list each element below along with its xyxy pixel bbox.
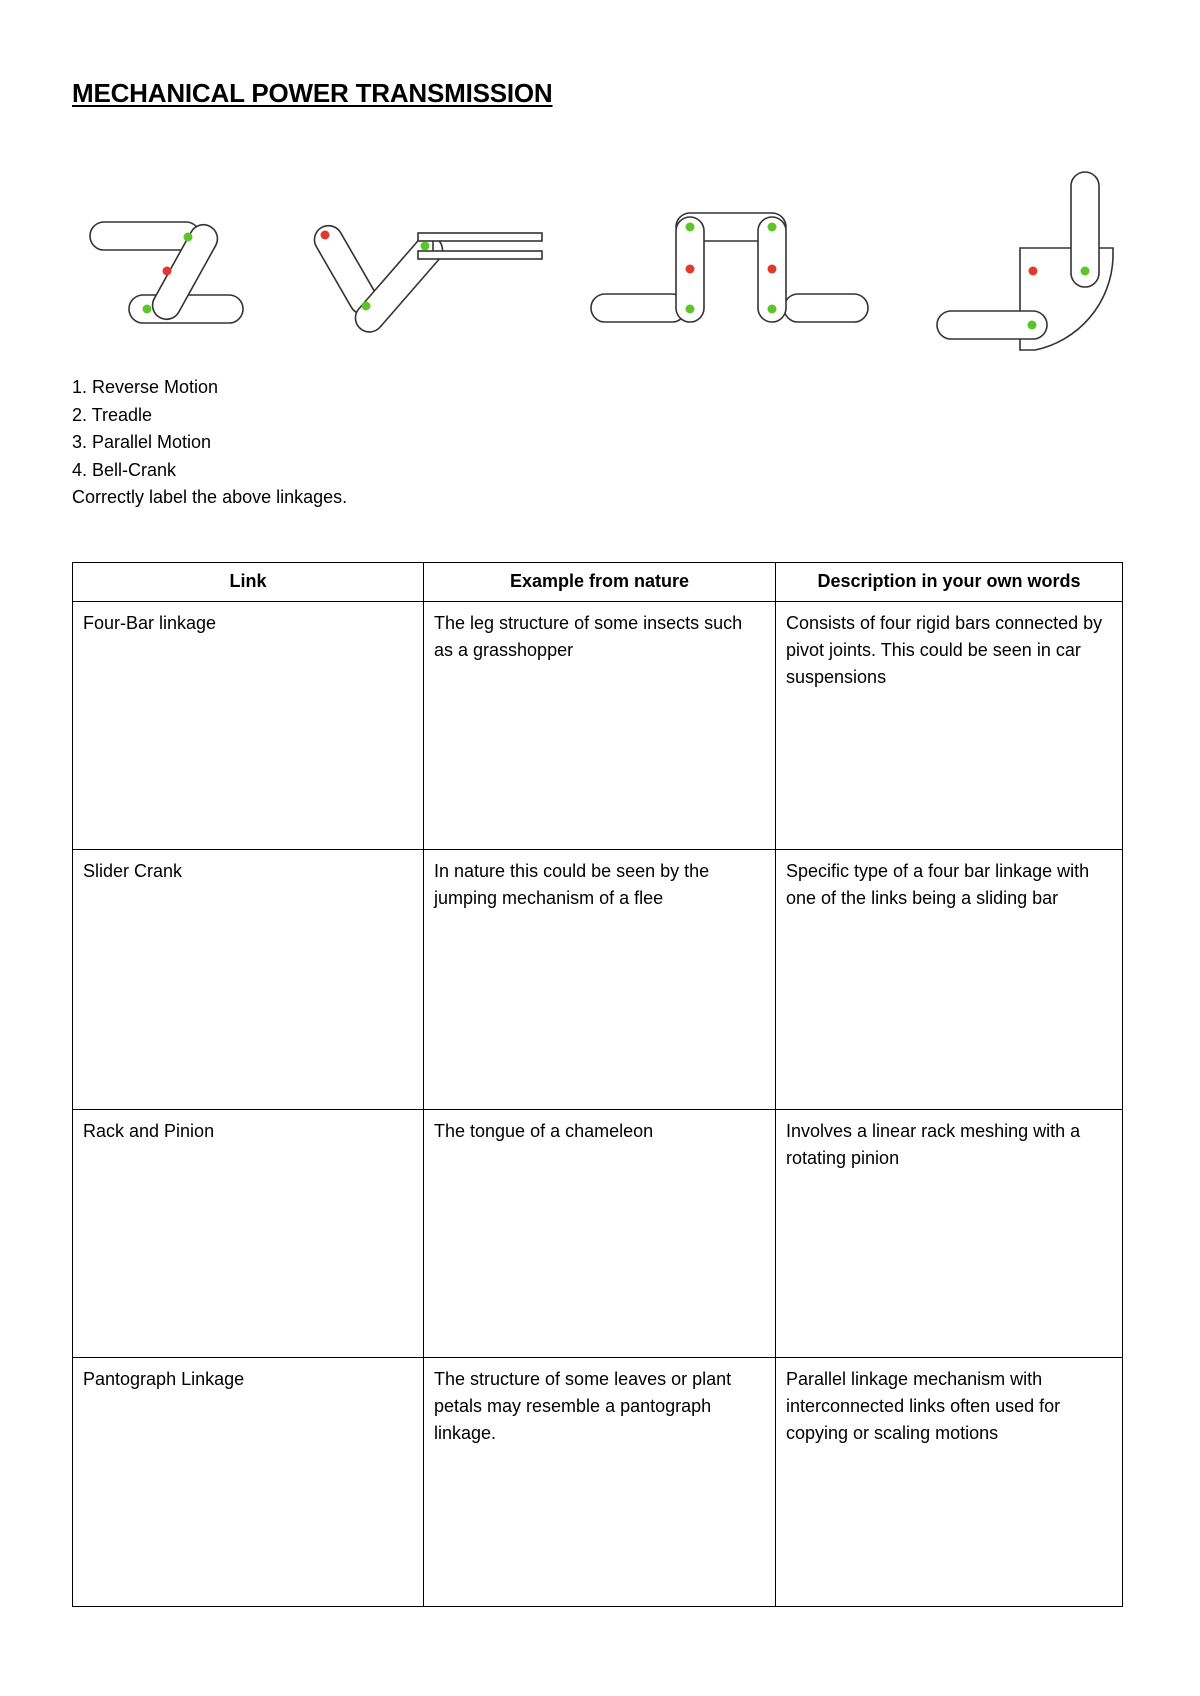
moving-pivot-dot <box>184 233 193 242</box>
fixed-pivot-dot <box>163 267 172 276</box>
linkage-options <box>72 374 347 512</box>
linkage-diagram-3 <box>591 213 868 322</box>
table-row <box>73 1358 1123 1607</box>
description-cell[interactable]: Involves a linear rack meshing with a rotating pinion <box>776 1110 1123 1358</box>
link-cell[interactable]: Pantograph Linkage <box>73 1358 424 1607</box>
moving-pivot-dot <box>768 223 777 232</box>
linkage-diagram-2 <box>309 221 542 338</box>
column-header-example: Example from nature <box>424 563 776 602</box>
moving-pivot-dot <box>362 302 371 311</box>
moving-pivot-dot <box>421 242 430 251</box>
moving-pivot-dot <box>686 223 695 232</box>
option-item: 4. Bell-Crank <box>72 459 177 480</box>
moving-pivot-dot <box>686 305 695 314</box>
link-cell[interactable]: Slider Crank <box>73 850 424 1110</box>
page-title: MECHANICAL POWER TRANSMISSION <box>72 78 553 108</box>
option-item: 1. Reverse Motion <box>72 377 219 397</box>
example-cell[interactable]: In nature this could be seen by the jumping mechanism of a flee <box>424 850 776 1110</box>
example-cell[interactable]: The tongue of a chameleon <box>424 1110 776 1358</box>
moving-pivot-dot <box>143 305 152 314</box>
description-cell[interactable]: Parallel linkage mechanism with interconnected links often used for copying or scaling motions <box>776 1358 1123 1607</box>
column-header-link: Link <box>73 563 424 602</box>
table-header-row <box>73 563 1123 602</box>
linkage-table <box>72 562 1123 1607</box>
description-cell[interactable]: Consists of four rigid bars connected by pivot joints. This could be seen in car suspensions <box>776 602 1123 850</box>
table-row <box>73 850 1123 1110</box>
example-cell[interactable]: The leg structure of some insects such as a grasshopper <box>424 602 776 850</box>
table-row <box>73 602 1123 850</box>
linkage-diagrams <box>0 160 1200 360</box>
table-row <box>73 1110 1123 1358</box>
linkage-diagram-1 <box>90 220 243 325</box>
moving-pivot-dot <box>1081 267 1090 276</box>
fixed-pivot-dot <box>1029 267 1038 276</box>
link-cell[interactable]: Four-Bar linkage <box>73 602 424 850</box>
example-cell[interactable]: The structure of some leaves or plant petals may resemble a pantograph linkage. <box>424 1358 776 1607</box>
link-cell[interactable]: Rack and Pinion <box>73 1110 424 1358</box>
description-cell[interactable]: Specific type of a four bar linkage with one of the links being a sliding bar <box>776 850 1123 1110</box>
moving-pivot-dot <box>768 305 777 314</box>
moving-pivot-dot <box>1028 321 1037 330</box>
fixed-pivot-dot <box>768 265 777 274</box>
linkage-diagram-4 <box>937 172 1113 350</box>
option-item: 3. Parallel Motion <box>72 432 212 452</box>
fixed-pivot-dot <box>321 231 330 240</box>
instruction-text: Correctly label the above linkages. <box>72 487 348 507</box>
option-item: 2. Treadle <box>72 404 153 425</box>
column-header-description: Description in your own words <box>776 563 1123 602</box>
fixed-pivot-dot <box>686 265 695 274</box>
